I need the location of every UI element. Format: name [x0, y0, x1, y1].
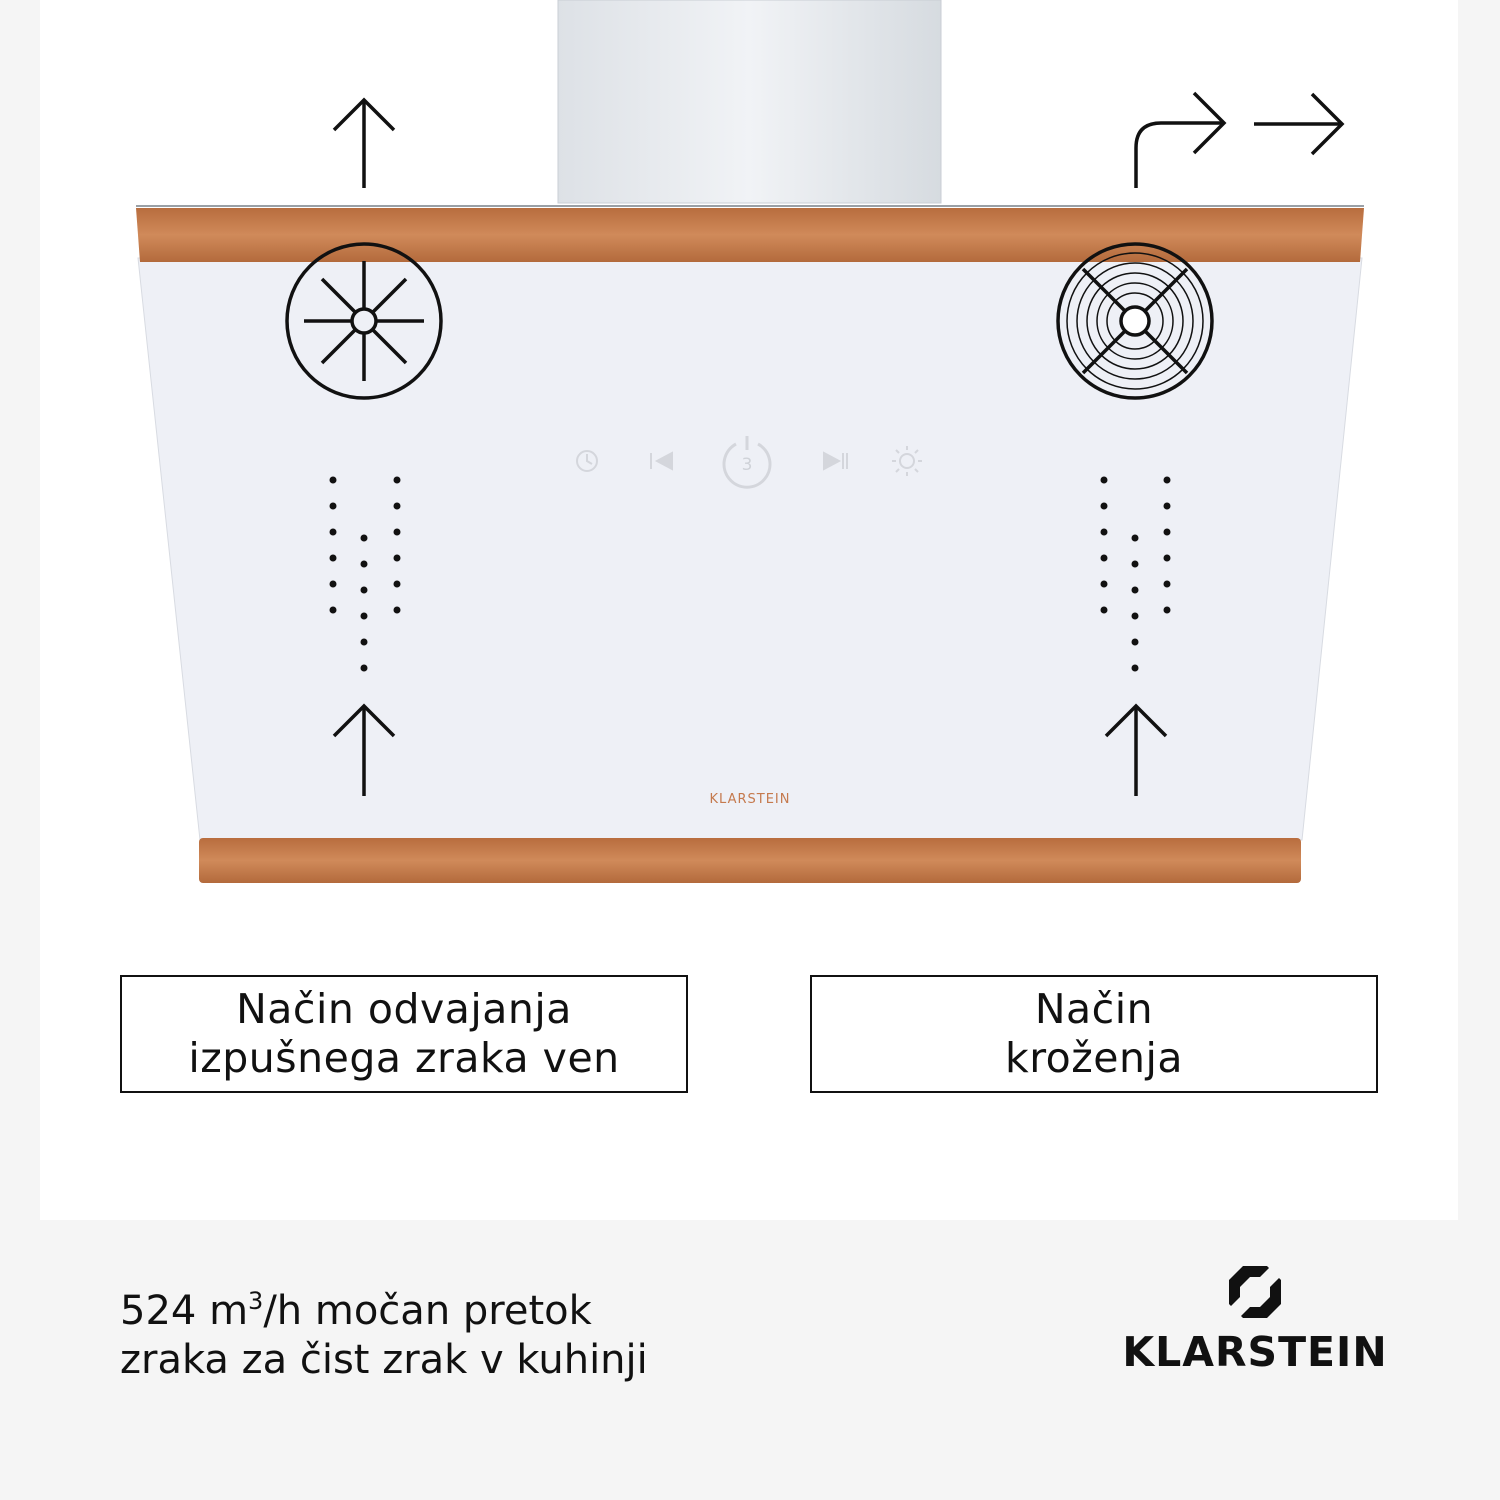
hood-brand-label: KLARSTEIN	[709, 792, 791, 807]
logo-text: KLARSTEIN	[1122, 1328, 1388, 1376]
airflow-unit-base: m	[209, 1288, 249, 1334]
airflow-value: 524	[120, 1288, 197, 1334]
exhaust-up-arrow-icon	[334, 100, 394, 188]
hood-glass	[138, 258, 1362, 840]
hood-chimney	[558, 0, 941, 203]
brand-logo	[1120, 1262, 1390, 1376]
hood-bottom-band	[199, 838, 1301, 883]
circulation-mode-label: Način kroženja	[1004, 985, 1184, 1082]
airflow-unit-exponent: 3	[248, 1287, 264, 1315]
airflow-unit-rest: /h močan pretok	[263, 1288, 592, 1334]
airflow-description	[120, 1287, 1020, 1385]
exhaust-mode-label: Način odvajanja izpušnega zraka ven	[188, 985, 620, 1082]
klarstein-logo-icon	[1225, 1262, 1285, 1322]
power-level-value: 3	[741, 455, 753, 475]
hood-top-band	[136, 208, 1364, 262]
recirculation-arrows-icon	[1136, 93, 1342, 188]
airflow-line-2: zraka za čist zrak v kuhinji	[120, 1337, 648, 1383]
exhaust-mode-box	[120, 975, 688, 1093]
circulation-mode-box	[810, 975, 1378, 1093]
